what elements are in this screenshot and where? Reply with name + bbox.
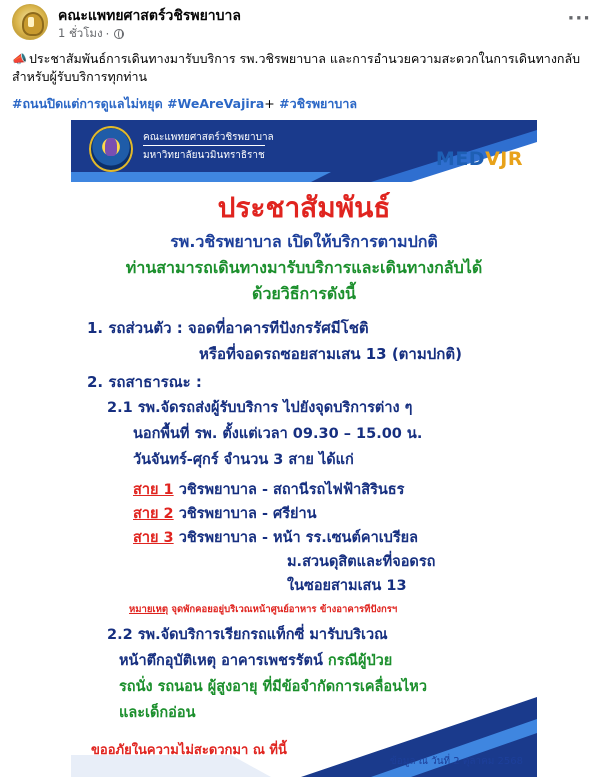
item22-line2a: หน้าตึกอุบัติเหตุ อาคารเพชรรัตน์ [119,653,323,669]
item21-line2: นอกพื้นที่ รพ. ตั้งแต่เวลา 09.30 – 15.00 น. [133,426,423,442]
item22-line3: รถนั่ง รถนอน ผู้สูงอายุ ที่มีข้อจำกัดการเคลื่อนไหว [119,679,428,695]
medvjr-logo [436,148,523,170]
route1-text: วชิรพยาบาล - สถานีรถไฟฟ้าสิรินธร [178,482,405,498]
poster-subtitle-2: ท่านสามารถเดินทางมารับบริการและเดินทางกลับได้ [125,258,483,277]
poster-date: ข้อมูล ณ วันที่ 2 ตุลาคม 2568 [389,756,523,767]
item22-line2 [119,649,392,672]
item22-line2b: กรณีผู้ป่วย [327,653,393,669]
note-label: หมายเหตุ [129,604,169,615]
poster-apology: ขออภัยในความไม่สะดวกมา ณ ที่นี้ [91,743,287,758]
page-name[interactable]: คณะแพทยศาสตร์วชิรพยาบาล [58,8,241,24]
poster-note [129,602,397,617]
post-header [0,0,607,44]
caption-text: ประชาสัมพันธ์การเดินทางมารับบริการ รพ.วชิรพยาบาล และการอำนวยความสะดวกในการเดินทางกลับสำหรับผู้รับบริการทุกท่าน [12,51,581,84]
globe-icon [114,29,124,39]
post-image[interactable] [71,120,537,777]
brand-part2: VJR [485,148,523,170]
hashtag-link[interactable]: #WeAreVajira [167,96,265,111]
poster-subtitle-1: รพ.วชิรพยาบาล เปิดให้บริการตามปกติ [170,232,438,251]
route1-label: สาย 1 [133,482,174,498]
poster-org-name: คณะแพทยศาสตร์วชิรพยาบาล [143,132,274,143]
route-3 [133,526,418,549]
item1-line1: 1. รถส่วนตัว : จอดที่อาคารทีปังกรรัศมีโชติ [87,319,369,337]
hashtag-link[interactable]: #วชิรพยาบาล [279,96,358,111]
poster-subtitle-3: ด้วยวิธีการดังนี้ [252,284,356,303]
post-meta [58,25,124,43]
route2-text: วชิรพยาบาล - ศรีย่าน [178,506,317,522]
brand-part1: MED [435,148,486,170]
route-1 [133,478,404,501]
route3-line3: ในซอยสามเสน 13 [287,578,407,594]
meta-separator: · [105,27,110,41]
item22-line1: 2.2 รพ.จัดบริการเรียกรถแท็กซี่ มารับบริเวณ [107,627,388,643]
route-2 [133,502,317,525]
route3-label: สาย 3 [133,530,174,546]
hashtag-row [12,94,357,114]
item21-line3: วันจันทร์-ศุกร์ จำนวน 3 สาย ได้แก่ [133,452,354,468]
route3-text: วชิรพยาบาล - หน้า รร.เซนต์คาเบรียล [178,530,419,546]
poster-title: ประชาสัมพันธ์ [217,191,391,224]
item1-line2: หรือที่จอดรถซอยสามเสน 13 (ตามปกติ) [199,345,462,363]
megaphone-icon: 📣 [12,52,27,66]
item22-line4: และเด็กอ่อน [119,705,196,721]
faculty-logo [89,126,133,172]
note-text: จุดพักคอยอยู่บริเวณหน้าศูนย์อาหาร ข้างอาคารทีปังกรฯ [171,604,398,615]
hashtag-link[interactable]: #ถนนปิดแต่การดูแลไม่หยุด [12,96,163,111]
item2-heading: 2. รถสาธารณะ : [87,373,202,391]
route3-line2: ม.สวนดุสิตและที่จอดรถ [287,554,436,570]
post-time[interactable]: 1 ชั่วโมง [58,26,103,40]
poster-university-name: มหาวิทยาลัยนวมินทราธิราช [143,145,265,163]
page-avatar[interactable] [12,4,48,40]
hashtag-plus: + [264,96,275,111]
more-options-button[interactable]: ··· [567,8,591,29]
item21-line1: 2.1 รพ.จัดรถส่งผู้รับบริการ ไปยังจุดบริการต่าง ๆ [107,400,413,416]
route2-label: สาย 2 [133,506,174,522]
post-caption [12,50,597,85]
